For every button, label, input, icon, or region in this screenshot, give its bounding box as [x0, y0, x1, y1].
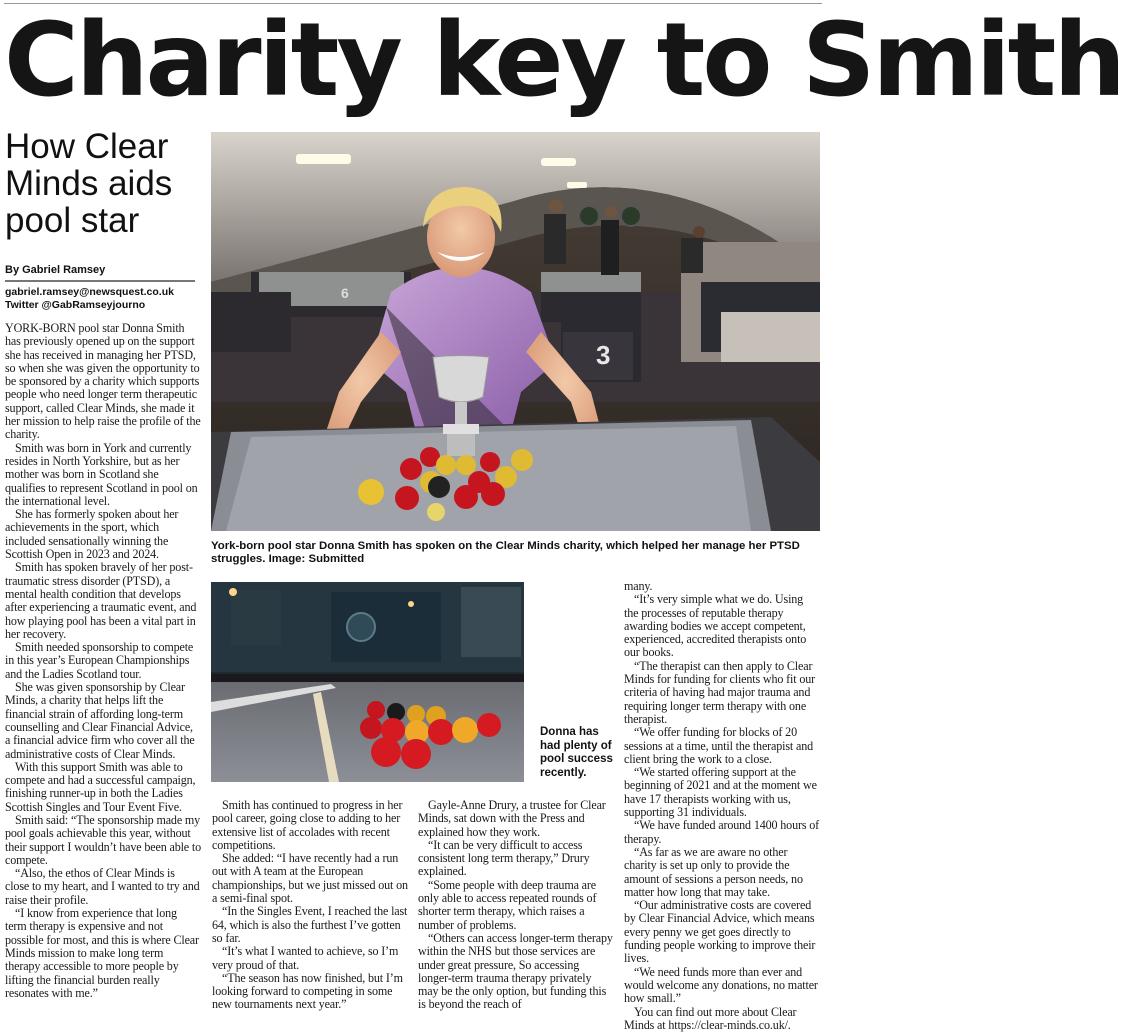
byline: By Gabriel Ramsey [5, 264, 105, 276]
paragraph: Smith said: “The sponsorship made my pool goals achievable this year, without their support I wouldn’t have been able to compete. [5, 814, 201, 867]
paragraph: “Some people with deep trauma are only able to access repeated rounds of shorter term therapy, which raises a number of problems. [418, 879, 614, 932]
paragraph: “I know from experience that long term therapy is expensive and not possible for most, and this is where Clear Minds mission to make long term therapy accessible to more people by lifting the financial burden really resonates with me.” [5, 907, 201, 1000]
paragraph: Smith has continued to progress in her pool career, going close to adding to her extensive list of accolades with recent competitions. [212, 799, 408, 852]
paragraph: Gayle-Anne Drury, a trustee for Clear Minds, sat down with the Press and explained how they work. [418, 799, 614, 839]
paragraph: “We have funded around 1400 hours of therapy. [624, 819, 820, 846]
paragraph: “We started offering support at the beginning of 2021 and at the moment we have 17 therapists working with us, supporting 31 individuals. [624, 766, 820, 819]
paragraph: “As far as we are aware no other charity is set up only to provide the amount of sessions a person needs, no matter how long that may take. [624, 846, 820, 899]
paragraph: She has formerly spoken about her achievements in the sport, which included sensationally winning the Scottish Open in 2023 and 2024. [5, 508, 201, 561]
second-photo-illustration [211, 582, 524, 782]
paragraph: many. [624, 580, 820, 593]
table-number: 3 [596, 340, 610, 370]
paragraph: You can find out more about Clear Minds at https://clear-minds.co.uk/. [624, 1006, 820, 1032]
paragraph: “The season has now finished, but I’m looking forward to competing in some new tournaments next year.” [212, 972, 408, 1012]
article-column-3 [418, 799, 614, 1012]
paragraph: “In the Singles Event, I reached the last 64, which is also the furthest I’ve gotten so far. [212, 905, 408, 945]
paragraph: “The therapist can then apply to Clear Minds for funding for clients who fit our criteria of having had major trauma and requiring longer term therapy with one therapist. [624, 660, 820, 726]
paragraph: “Also, the ethos of Clear Minds is close to my heart, and I wanted to try and raise their profile. [5, 867, 201, 907]
paragraph: Smith has spoken bravely of her post-traumatic stress disorder (PTSD), a mental health condition that develops after experiencing a traumatic event, and how playing pool has been a vital part in her recovery. [5, 561, 201, 641]
paragraph: “Others can access longer-term therapy within the NHS but those services are under great pressure, So accessing longer-term trauma therapy privately may be the only option, but funding this is beyond the reach of [418, 932, 614, 1012]
paragraph: “It’s very simple what we do. Using the processes of reputable therapy awarding bodies we accept competent, experienced, accredited therapists onto our books. [624, 593, 820, 659]
main-photo [211, 132, 820, 531]
article-column-4 [624, 580, 820, 1032]
article-column-2 [212, 799, 408, 1012]
main-photo-illustration [211, 132, 820, 531]
paragraph: She was given sponsorship by Clear Minds, a charity that helps lift the financial strain of affording long-term counselling and Clear Financial Advice, a financial advice firm who cover all the administrative costs of Clear Minds. [5, 681, 201, 761]
paragraph: “It’s what I wanted to achieve, so I’m very proud of that. [212, 945, 408, 972]
second-photo [211, 582, 524, 782]
article-column-1 [5, 322, 201, 1000]
author-twitter[interactable]: Twitter @GabRamseyjourno [5, 299, 174, 312]
paragraph: YORK-BORN pool star Donna Smith has previously opened up on the support she has received in managing her PTSD, so when she was given the opportunity to be sponsored by a charity which supports people who need longer term therapeutic support, called Clear Minds, she made it her mission to help raise the profile of the charity. [5, 322, 201, 442]
paragraph: She added: “I have recently had a run out with A team at the European championships, but we just missed out on a semi-final spot. [212, 852, 408, 905]
contact-block [5, 286, 174, 312]
paragraph: With this support Smith was able to compete and had a successful campaign, finishing runner-up in both the Ladies Scottish Singles and Tour Event Five. [5, 761, 201, 814]
byline-divider [5, 280, 195, 282]
main-photo-caption: York-born pool star Donna Smith has spoken on the Clear Minds charity, which helped her manage her PTSD struggles. Image: Submitted [211, 540, 823, 566]
table-number-back: 6 [341, 285, 349, 301]
paragraph: “We need funds more than ever and would welcome any donations, no matter how small.” [624, 966, 820, 1006]
subheadline: How Clear Minds aids pool star [5, 128, 205, 239]
paragraph: Smith needed sponsorship to compete in this year’s European Championships and the Ladies Scotland tour. [5, 641, 201, 681]
paragraph: “Our administrative costs are covered by Clear Financial Advice, which means every penny we get goes directly to funding people working to improve their lives. [624, 899, 820, 965]
second-photo-caption: Donna has had plenty of pool success recently. [540, 726, 620, 780]
paragraph: “It can be very difficult to access consistent long term therapy,” Drury explained. [418, 839, 614, 879]
paragraph: Smith was born in York and currently resides in North Yorkshire, but as her mother was born in Scotland she qualifies to represent Scotland in pool on the international level. [5, 442, 201, 508]
headline: Charity key to Smith [4, 2, 822, 120]
paragraph: “We offer funding for blocks of 20 sessions at a time, until the therapist and client bring the work to a close. [624, 726, 820, 766]
author-email[interactable]: gabriel.ramsey@newsquest.co.uk [5, 286, 174, 299]
